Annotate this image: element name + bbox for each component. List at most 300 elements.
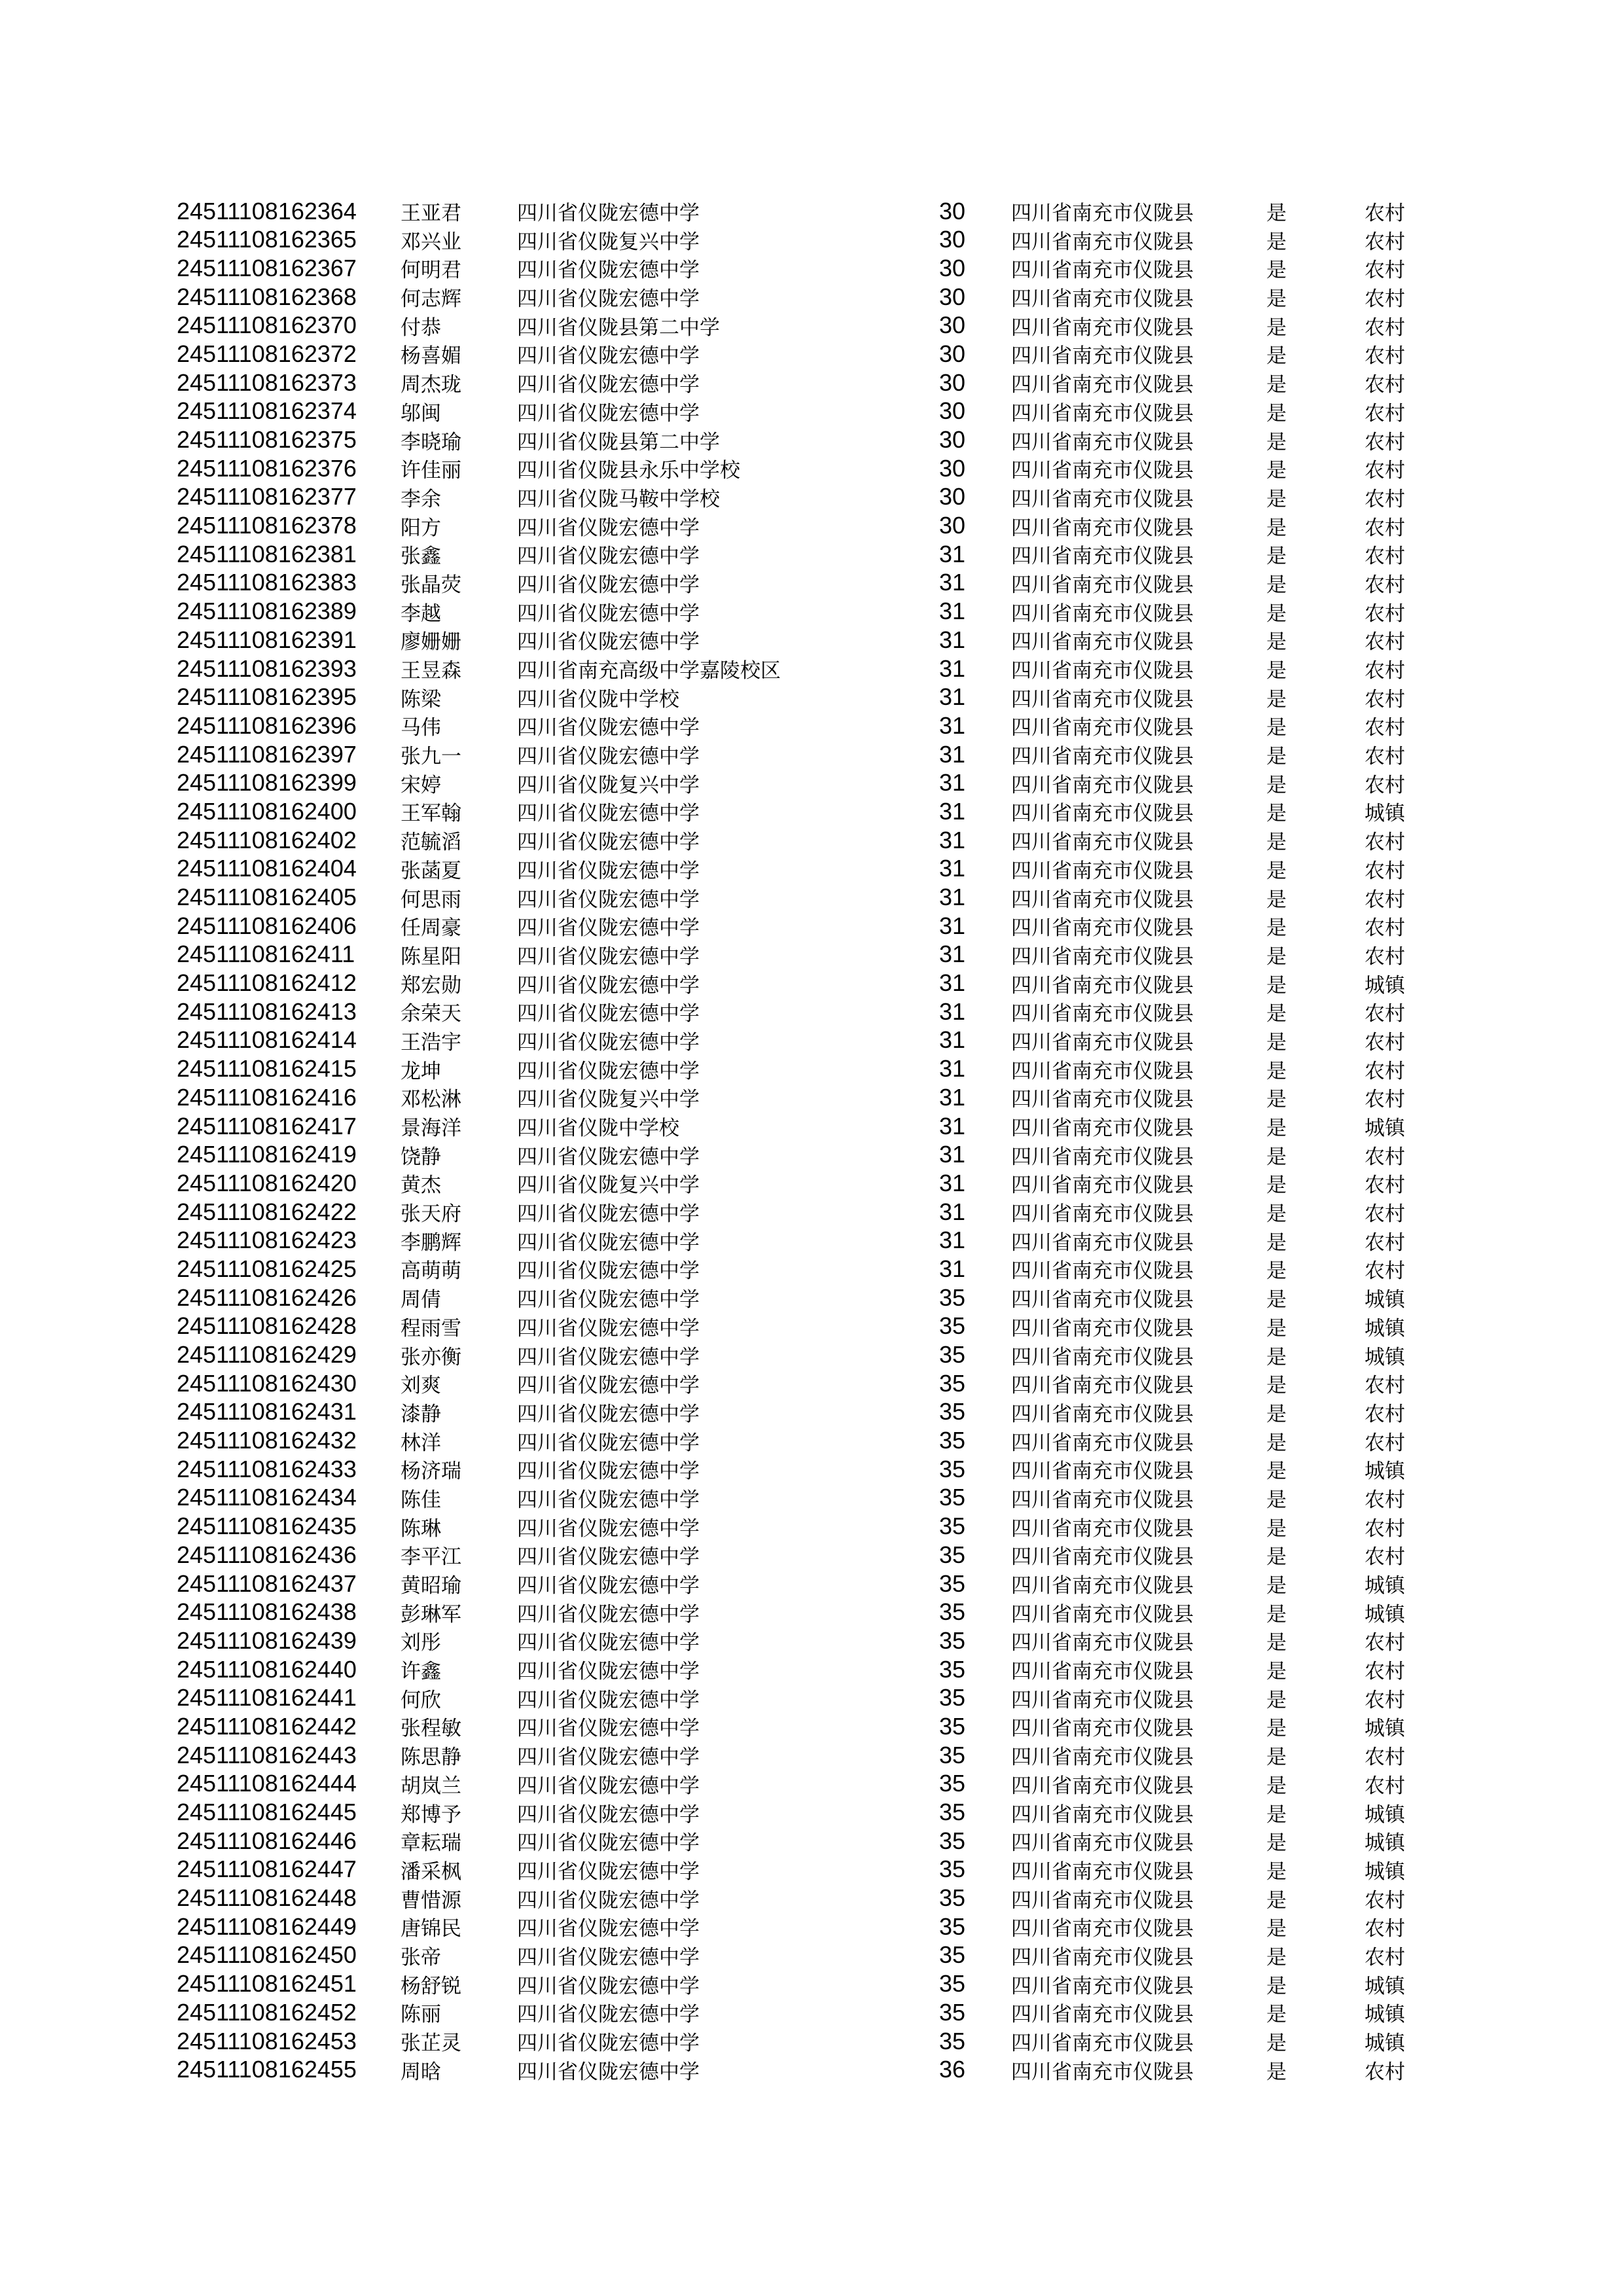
cell-yes-flag: 是 (1266, 401, 1287, 425)
cell-candidate-id: 24511108162391 (177, 626, 357, 653)
table-row (177, 196, 1623, 225)
cell-locality: 农村 (1364, 1230, 1405, 1255)
cell-candidate-id: 24511108162399 (177, 769, 357, 797)
cell-locality: 农村 (1364, 1917, 1405, 1941)
cell-school: 四川省仪陇宏德中学 (517, 401, 700, 425)
cell-locality: 城镇 (1364, 973, 1405, 997)
cell-locality: 城镇 (1364, 2032, 1405, 2055)
cell-school: 四川省仪陇宏德中学 (517, 916, 700, 941)
cell-count: 31 (938, 683, 965, 711)
table-row (177, 1111, 1623, 1140)
cell-school: 四川省仪陇宏德中学 (517, 1945, 700, 1969)
cell-name: 林洋 (401, 1431, 441, 1455)
cell-locality: 农村 (1364, 944, 1405, 969)
cell-yes-flag: 是 (1266, 1774, 1287, 1798)
cell-region: 四川省南充市仪陇县 (1011, 1602, 1194, 1626)
cell-candidate-id: 24511108162411 (177, 941, 355, 968)
cell-school: 四川省仪陇宏德中学 (517, 2032, 700, 2055)
cell-name: 张天府 (401, 1202, 461, 1227)
cell-region: 四川省南充市仪陇县 (1011, 1145, 1194, 1169)
cell-yes-flag: 是 (1266, 1602, 1287, 1626)
cell-count: 35 (938, 1741, 965, 1768)
cell-locality: 农村 (1364, 773, 1405, 797)
cell-yes-flag: 是 (1266, 259, 1287, 283)
cell-locality: 城镇 (1364, 802, 1405, 826)
cell-name: 范毓滔 (401, 831, 461, 855)
cell-name: 周杰珑 (401, 373, 461, 397)
cell-candidate-id: 24511108162372 (177, 340, 357, 367)
cell-locality: 农村 (1364, 1374, 1405, 1398)
cell-name: 宋婷 (401, 773, 441, 797)
cell-school: 四川省仪陇宏德中学 (517, 1374, 700, 1398)
cell-candidate-id: 24511108162443 (177, 1741, 357, 1768)
cell-count: 31 (938, 1055, 965, 1083)
cell-name: 陈琳 (401, 1516, 441, 1541)
cell-yes-flag: 是 (1266, 315, 1287, 340)
cell-count: 35 (938, 1570, 965, 1597)
cell-locality: 农村 (1364, 1088, 1405, 1112)
cell-locality: 农村 (1364, 1746, 1405, 1770)
cell-candidate-id: 24511108162425 (177, 1255, 357, 1282)
cell-name: 王昱森 (401, 659, 461, 683)
cell-yes-flag: 是 (1266, 745, 1287, 769)
cell-locality: 农村 (1364, 573, 1405, 597)
cell-name: 何思雨 (401, 888, 461, 912)
cell-school: 四川省仪陇宏德中学 (517, 1545, 700, 1570)
cell-region: 四川省南充市仪陇县 (1011, 1402, 1194, 1426)
cell-locality: 城镇 (1364, 1316, 1405, 1340)
cell-school: 四川省仪陇宏德中学 (517, 202, 700, 225)
cell-name: 饶静 (401, 1145, 441, 1169)
cell-yes-flag: 是 (1266, 716, 1287, 740)
cell-locality: 农村 (1364, 1488, 1405, 1512)
cell-name: 周晗 (401, 2060, 441, 2084)
cell-locality: 农村 (1364, 1516, 1405, 1541)
table-row (177, 2026, 1623, 2055)
cell-candidate-id: 24511108162376 (177, 454, 357, 482)
cell-school: 四川省仪陇宏德中学 (517, 516, 700, 540)
cell-name: 许鑫 (401, 1660, 441, 1684)
cell-locality: 农村 (1364, 1402, 1405, 1426)
cell-region: 四川省南充市仪陇县 (1011, 2060, 1194, 2084)
cell-school: 四川省仪陇宏德中学 (517, 287, 700, 312)
cell-count: 31 (938, 569, 965, 596)
cell-candidate-id: 24511108162439 (177, 1626, 357, 1654)
cell-region: 四川省南充市仪陇县 (1011, 659, 1194, 683)
table-row (177, 1197, 1623, 1226)
cell-region: 四川省南充市仪陇县 (1011, 2032, 1194, 2055)
cell-yes-flag: 是 (1266, 2032, 1287, 2055)
table-row (177, 1941, 1623, 1969)
cell-yes-flag: 是 (1266, 1431, 1287, 1455)
cell-name: 王军翰 (401, 802, 461, 826)
cell-yes-flag: 是 (1266, 1230, 1287, 1255)
cell-candidate-id: 24511108162416 (177, 1083, 357, 1111)
table-row (177, 1426, 1623, 1455)
table-row (177, 1969, 1623, 1998)
cell-candidate-id: 24511108162431 (177, 1398, 357, 1426)
cell-count: 35 (938, 1598, 965, 1626)
cell-name: 程雨雪 (401, 1316, 461, 1340)
cell-region: 四川省南充市仪陇县 (1011, 1945, 1194, 1969)
cell-count: 35 (938, 1941, 965, 1969)
cell-count: 31 (938, 1141, 965, 1168)
cell-count: 35 (938, 1912, 965, 1940)
cell-region: 四川省南充市仪陇县 (1011, 1974, 1194, 1998)
cell-count: 35 (938, 2027, 965, 2054)
cell-name: 彭琳军 (401, 1602, 461, 1626)
cell-count: 30 (938, 226, 965, 253)
cell-locality: 农村 (1364, 459, 1405, 483)
cell-candidate-id: 24511108162396 (177, 711, 357, 739)
table-row (177, 1254, 1623, 1283)
cell-yes-flag: 是 (1266, 459, 1287, 483)
cell-name: 杨舒锐 (401, 1974, 461, 1998)
cell-candidate-id: 24511108162375 (177, 426, 357, 453)
cell-school: 四川省仪陇宏德中学 (517, 944, 700, 969)
cell-school: 四川省仪陇宏德中学 (517, 1574, 700, 1598)
cell-yes-flag: 是 (1266, 1746, 1287, 1770)
cell-yes-flag: 是 (1266, 859, 1287, 883)
cell-yes-flag: 是 (1266, 802, 1287, 826)
cell-school: 四川省仪陇宏德中学 (517, 1288, 700, 1312)
cell-region: 四川省南充市仪陇县 (1011, 1230, 1194, 1255)
cell-name: 李余 (401, 487, 441, 511)
cell-school: 四川省南充高级中学嘉陵校区 (517, 659, 781, 683)
cell-locality: 农村 (1364, 545, 1405, 569)
table-row (177, 1998, 1623, 2026)
cell-yes-flag: 是 (1266, 2060, 1287, 2084)
cell-locality: 农村 (1364, 287, 1405, 312)
cell-region: 四川省南充市仪陇县 (1011, 1488, 1194, 1512)
cell-name: 邓兴业 (401, 230, 461, 254)
table-row (177, 625, 1623, 654)
cell-yes-flag: 是 (1266, 1059, 1287, 1083)
cell-name: 刘爽 (401, 1374, 441, 1398)
cell-count: 35 (938, 1684, 965, 1712)
table-row (177, 1683, 1623, 1712)
cell-yes-flag: 是 (1266, 1945, 1287, 1969)
cell-count: 31 (938, 997, 965, 1025)
cell-candidate-id: 24511108162413 (177, 997, 357, 1025)
cell-name: 李越 (401, 601, 441, 626)
cell-name: 阳方 (401, 516, 441, 540)
cell-yes-flag: 是 (1266, 1460, 1287, 1484)
cell-locality: 农村 (1364, 1688, 1405, 1712)
cell-locality: 城镇 (1364, 1574, 1405, 1598)
cell-locality: 农村 (1364, 601, 1405, 626)
cell-locality: 农村 (1364, 687, 1405, 711)
table-row (177, 654, 1623, 683)
cell-locality: 农村 (1364, 487, 1405, 511)
cell-locality: 农村 (1364, 1059, 1405, 1083)
cell-candidate-id: 24511108162414 (177, 1026, 357, 1054)
cell-count: 31 (938, 769, 965, 797)
cell-name: 陈丽 (401, 2003, 441, 2027)
cell-locality: 农村 (1364, 1202, 1405, 1227)
cell-locality: 农村 (1364, 1002, 1405, 1026)
cell-school: 四川省仪陇宏德中学 (517, 831, 700, 855)
cell-yes-flag: 是 (1266, 1574, 1287, 1598)
cell-name: 张九一 (401, 745, 461, 769)
cell-yes-flag: 是 (1266, 1030, 1287, 1054)
cell-name: 张帝 (401, 1945, 441, 1969)
cell-locality: 农村 (1364, 344, 1405, 368)
cell-region: 四川省南充市仪陇县 (1011, 573, 1194, 597)
cell-school: 四川省仪陇复兴中学 (517, 230, 700, 254)
cell-region: 四川省南充市仪陇县 (1011, 859, 1194, 883)
cell-candidate-id: 24511108162417 (177, 1112, 357, 1139)
cell-locality: 农村 (1364, 1945, 1405, 1969)
cell-school: 四川省仪陇宏德中学 (517, 1602, 700, 1626)
cell-school: 四川省仪陇宏德中学 (517, 859, 700, 883)
cell-school: 四川省仪陇宏德中学 (517, 1059, 700, 1083)
cell-school: 四川省仪陇复兴中学 (517, 773, 700, 797)
cell-school: 四川省仪陇宏德中学 (517, 1516, 700, 1541)
table-row (177, 1168, 1623, 1197)
cell-school: 四川省仪陇中学校 (517, 1117, 679, 1140)
cell-school: 四川省仪陇宏德中学 (517, 1717, 700, 1741)
cell-region: 四川省南充市仪陇县 (1011, 944, 1194, 969)
cell-candidate-id: 24511108162364 (177, 197, 357, 224)
cell-region: 四川省南充市仪陇县 (1011, 1345, 1194, 1369)
cell-count: 30 (938, 340, 965, 367)
cell-name: 龙坤 (401, 1059, 441, 1083)
cell-candidate-id: 24511108162433 (177, 1455, 357, 1482)
cell-candidate-id: 24511108162435 (177, 1513, 357, 1540)
cell-school: 四川省仪陇马鞍中学校 (517, 487, 720, 511)
cell-yes-flag: 是 (1266, 1002, 1287, 1026)
cell-count: 35 (938, 1398, 965, 1426)
cell-yes-flag: 是 (1266, 430, 1287, 454)
cell-yes-flag: 是 (1266, 373, 1287, 397)
cell-region: 四川省南充市仪陇县 (1011, 1774, 1194, 1798)
cell-yes-flag: 是 (1266, 1888, 1287, 1912)
cell-region: 四川省南充市仪陇县 (1011, 1917, 1194, 1941)
table-row (177, 883, 1623, 912)
cell-name: 陈思静 (401, 1746, 461, 1770)
cell-region: 四川省南充市仪陇县 (1011, 1746, 1194, 1770)
cell-candidate-id: 24511108162429 (177, 1341, 357, 1368)
cell-school: 四川省仪陇宏德中学 (517, 1803, 700, 1827)
table-row (177, 539, 1623, 568)
cell-region: 四川省南充市仪陇县 (1011, 430, 1194, 454)
cell-candidate-id: 24511108162441 (177, 1684, 357, 1712)
cell-candidate-id: 24511108162453 (177, 2027, 357, 2054)
cell-region: 四川省南充市仪陇县 (1011, 287, 1194, 312)
cell-school: 四川省仪陇宏德中学 (517, 1431, 700, 1455)
table-row (177, 1626, 1623, 1655)
cell-name: 周倩 (401, 1288, 441, 1312)
cell-count: 35 (938, 1856, 965, 1883)
cell-yes-flag: 是 (1266, 573, 1287, 597)
cell-candidate-id: 24511108162444 (177, 1770, 357, 1797)
cell-name: 黄杰 (401, 1174, 441, 1198)
cell-locality: 农村 (1364, 259, 1405, 283)
table-row (177, 1026, 1623, 1054)
cell-region: 四川省南充市仪陇县 (1011, 230, 1194, 254)
cell-count: 36 (938, 2056, 965, 2083)
cell-yes-flag: 是 (1266, 1374, 1287, 1398)
cell-school: 四川省仪陇宏德中学 (517, 1145, 700, 1169)
cell-locality: 农村 (1364, 745, 1405, 769)
cell-name: 何志辉 (401, 287, 461, 312)
table-row (177, 568, 1623, 597)
cell-yes-flag: 是 (1266, 831, 1287, 855)
cell-locality: 农村 (1364, 430, 1405, 454)
cell-count: 30 (938, 254, 965, 281)
cell-locality: 城镇 (1364, 1859, 1405, 1884)
cell-count: 35 (938, 1283, 965, 1311)
cell-name: 郑博予 (401, 1803, 461, 1827)
cell-candidate-id: 24511108162389 (177, 598, 357, 625)
cell-locality: 农村 (1364, 401, 1405, 425)
cell-region: 四川省南充市仪陇县 (1011, 545, 1194, 569)
cell-yes-flag: 是 (1266, 973, 1287, 997)
cell-count: 35 (938, 1655, 965, 1683)
cell-region: 四川省南充市仪陇县 (1011, 1545, 1194, 1570)
cell-region: 四川省南充市仪陇县 (1011, 315, 1194, 340)
table-row (177, 1798, 1623, 1827)
cell-count: 31 (938, 655, 965, 682)
cell-locality: 农村 (1364, 1145, 1405, 1169)
cell-school: 四川省仪陇宏德中学 (517, 1316, 700, 1340)
table-row (177, 1712, 1623, 1740)
cell-candidate-id: 24511108162397 (177, 740, 357, 768)
cell-name: 陈星阳 (401, 944, 461, 969)
table-row (177, 597, 1623, 626)
cell-count: 30 (938, 312, 965, 339)
cell-region: 四川省南充市仪陇县 (1011, 2003, 1194, 2027)
cell-region: 四川省南充市仪陇县 (1011, 259, 1194, 283)
table-row (177, 397, 1623, 425)
table-row (177, 339, 1623, 368)
cell-region: 四川省南充市仪陇县 (1011, 1516, 1194, 1541)
cell-candidate-id: 24511108162378 (177, 512, 357, 539)
table-row (177, 1512, 1623, 1541)
cell-school: 四川省仪陇宏德中学 (517, 1688, 700, 1712)
cell-locality: 城镇 (1364, 1974, 1405, 1998)
cell-count: 31 (938, 1227, 965, 1254)
cell-locality: 农村 (1364, 516, 1405, 540)
cell-yes-flag: 是 (1266, 1974, 1287, 1998)
cell-region: 四川省南充市仪陇县 (1011, 202, 1194, 225)
cell-school: 四川省仪陇宏德中学 (517, 1345, 700, 1369)
table-row (177, 740, 1623, 768)
table-row (177, 1340, 1623, 1369)
cell-count: 31 (938, 1083, 965, 1111)
cell-candidate-id: 24511108162420 (177, 1169, 357, 1196)
cell-yes-flag: 是 (1266, 1688, 1287, 1712)
cell-yes-flag: 是 (1266, 202, 1287, 225)
cell-region: 四川省南充市仪陇县 (1011, 1288, 1194, 1312)
cell-region: 四川省南充市仪陇县 (1011, 1660, 1194, 1684)
table-row (177, 1312, 1623, 1340)
cell-school: 四川省仪陇宏德中学 (517, 601, 700, 626)
cell-yes-flag: 是 (1266, 1803, 1287, 1827)
cell-candidate-id: 24511108162367 (177, 254, 357, 281)
cell-count: 31 (938, 1026, 965, 1054)
cell-count: 35 (938, 1712, 965, 1740)
cell-locality: 农村 (1364, 1174, 1405, 1198)
cell-yes-flag: 是 (1266, 1145, 1287, 1169)
table-row (177, 1569, 1623, 1598)
table-row (177, 511, 1623, 540)
cell-locality: 城镇 (1364, 1288, 1405, 1312)
cell-region: 四川省南充市仪陇县 (1011, 888, 1194, 912)
cell-name: 郑宏勋 (401, 973, 461, 997)
cell-region: 四川省南充市仪陇县 (1011, 1803, 1194, 1827)
cell-yes-flag: 是 (1266, 1088, 1287, 1112)
cell-region: 四川省南充市仪陇县 (1011, 1574, 1194, 1598)
table-row (177, 1226, 1623, 1255)
table-row (177, 1912, 1623, 1941)
cell-yes-flag: 是 (1266, 1345, 1287, 1369)
cell-locality: 城镇 (1364, 2003, 1405, 2027)
cell-name: 张晶荧 (401, 573, 461, 597)
cell-count: 31 (938, 826, 965, 853)
table-row (177, 1855, 1623, 1884)
table-row (177, 454, 1623, 482)
cell-name: 唐锦民 (401, 1917, 461, 1941)
cell-school: 四川省仪陇宏德中学 (517, 1488, 700, 1512)
cell-candidate-id: 24511108162423 (177, 1227, 357, 1254)
cell-locality: 城镇 (1364, 1460, 1405, 1484)
table-row (177, 368, 1623, 397)
cell-candidate-id: 24511108162374 (177, 397, 357, 425)
cell-yes-flag: 是 (1266, 516, 1287, 540)
table-row (177, 1369, 1623, 1397)
cell-region: 四川省南充市仪陇县 (1011, 1831, 1194, 1856)
cell-candidate-id: 24511108162412 (177, 969, 357, 997)
cell-name: 王亚君 (401, 202, 461, 225)
cell-name: 张鑫 (401, 545, 441, 569)
table-row (177, 311, 1623, 340)
cell-region: 四川省南充市仪陇县 (1011, 1888, 1194, 1912)
cell-count: 30 (938, 197, 965, 224)
cell-candidate-id: 24511108162368 (177, 283, 357, 310)
cell-count: 30 (938, 483, 965, 511)
cell-count: 31 (938, 1112, 965, 1139)
cell-locality: 农村 (1364, 373, 1405, 397)
cell-school: 四川省仪陇宏德中学 (517, 1230, 700, 1255)
cell-yes-flag: 是 (1266, 601, 1287, 626)
cell-count: 35 (938, 1455, 965, 1482)
cell-school: 四川省仪陇宏德中学 (517, 1460, 700, 1484)
cell-locality: 农村 (1364, 888, 1405, 912)
cell-count: 31 (938, 1169, 965, 1196)
cell-school: 四川省仪陇宏德中学 (517, 1002, 700, 1026)
cell-region: 四川省南充市仪陇县 (1011, 1859, 1194, 1884)
cell-region: 四川省南充市仪陇县 (1011, 687, 1194, 711)
cell-count: 35 (938, 1970, 965, 1998)
cell-school: 四川省仪陇宏德中学 (517, 1030, 700, 1054)
cell-yes-flag: 是 (1266, 1516, 1287, 1541)
cell-yes-flag: 是 (1266, 1660, 1287, 1684)
cell-school: 四川省仪陇县第二中学 (517, 315, 720, 340)
table-row (177, 1054, 1623, 1083)
cell-locality: 城镇 (1364, 1717, 1405, 1741)
cell-candidate-id: 24511108162436 (177, 1541, 357, 1568)
cell-name: 李晓瑜 (401, 430, 461, 454)
cell-region: 四川省南充市仪陇县 (1011, 344, 1194, 368)
cell-name: 何欣 (401, 1688, 441, 1712)
cell-region: 四川省南充市仪陇县 (1011, 487, 1194, 511)
cell-yes-flag: 是 (1266, 2003, 1287, 2027)
cell-school: 四川省仪陇复兴中学 (517, 1174, 700, 1198)
cell-name: 张程敏 (401, 1717, 461, 1741)
cell-locality: 农村 (1364, 202, 1405, 225)
